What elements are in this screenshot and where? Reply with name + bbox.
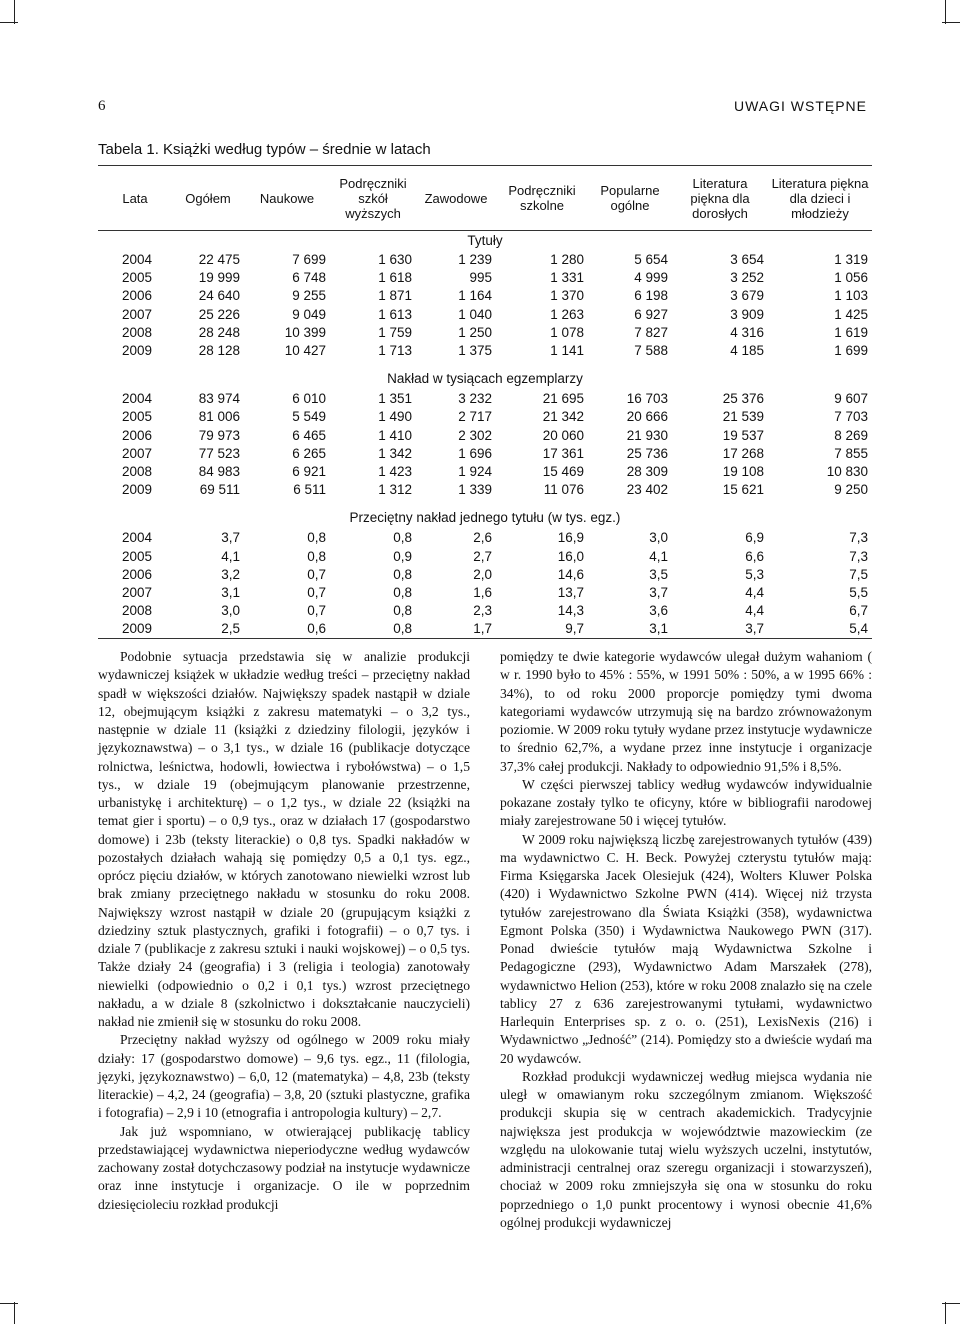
- section-title-row: [98, 507, 872, 529]
- col-header: Ogółem: [172, 166, 244, 231]
- col-header: Literatura piękna dla dorosłych: [672, 166, 768, 231]
- value-cell: 21 930: [626, 427, 668, 443]
- value-cell: 7 703: [834, 409, 868, 425]
- value-cell: 1 250: [458, 324, 492, 340]
- value-cell: 4,1: [221, 548, 240, 564]
- value-cell: 84 983: [198, 463, 240, 479]
- value-cell: 10 399: [284, 324, 326, 340]
- paragraph: Rozkład produkcji wydawniczej według miejsca wydania nie uległ w omawianym roku szczególnym zmianom. Większość produkcji skupia się w centrach akademickich. Tradycyjnie największa jest produkcja w województwie mazowieckim (ze względu na ulokowanie tutaj wielu wyższych uczelni, instytutów, administracji centralnej oraz szeregu organizacji i stowarzyszeń), chociaż w 2009 roku zmniejszyła się ona w stosunku do roku poprzedniego o 1,0 punkt procentowy i wynosi obecnie 41,6% ogólnej produkcji wydawniczej: [500, 1068, 872, 1230]
- value-cell: 7 855: [834, 445, 868, 461]
- value-cell: 3,7: [221, 530, 240, 546]
- value-cell: 6 511: [293, 482, 326, 498]
- page-number: 6: [98, 98, 106, 114]
- value-cell: 28 309: [626, 463, 668, 479]
- paragraph: Podobnie sytuacja przedstawia się w analizie produkcji wydawniczej książek w układzie według treści – przeciętny nakład spadł w większości działów. Największy spadek nastąpił w dziale 12, obejmującym książki z zakresu matematyki – o 3,2 tys., następnie w dziale 11 (książki z dziedziny filologii, języków i językoznawstwa) – o 3,1 tys., w dziale 16 (publikacje dotyczące rolnictwa, leśnictwa, hodowli, łowiectwa i rybołówstwa) – o 1,5 tys., w dziale 19 (obejmującym planowanie przestrzenne, urbanistykę i architekturę) – o 1,2 tys., w dziale 22 (książki na temat gier i sportu) – o 0,9 tys., oraz w działach 17 (gospodarstwo domowe) i 23b (teksty literackie) o 0,8 tys. Spadki nakładów w pozostałych działach wahają się pomiędzy 0,5 a 0,1 tys. egz., oprócz pięciu działów, w których zanotowano niewielki wzrost lub brak zmiany przeciętnego nakładu w stosunku do roku 2008. Największy wzrost nastąpił w dziale 20 (grupującym książki z dziedziny sztuk plastycznych, grafiki i fotografii) – o 0,7 tys. i dziale 7 (publikacje z zakresu sztuki i nauki wojskowej) – o 0,5 tys. Także działy 24 (geografia) i 3 (religia i teologia) zanotowały niewielki (odpowiednio o 0,2 i 0,1 tys.) wzrost przeciętnego nakładu, a w dziale 8 (szkolnictwo i dokształcanie nauczycieli) nakład nie zmienił się w stosunku do roku 2008.: [98, 649, 470, 1029]
- value-cell: 1 871: [378, 288, 412, 304]
- value-cell: 0,7: [307, 603, 326, 619]
- value-cell: 6,7: [849, 603, 868, 619]
- value-cell: 79 973: [198, 427, 240, 443]
- crop-mark: [0, 22, 18, 23]
- value-cell: 9,7: [496, 620, 588, 639]
- value-cell: 0,7: [307, 566, 326, 582]
- value-cell: 1 375: [458, 343, 492, 359]
- value-cell: 1,6: [473, 584, 492, 600]
- value-cell: 1 696: [458, 445, 492, 461]
- value-cell: 16,0: [557, 548, 584, 564]
- page-header: [98, 98, 867, 122]
- year-cell: 2004: [122, 530, 153, 546]
- table-row: [98, 390, 872, 408]
- value-cell: 3 252: [730, 270, 764, 286]
- value-cell: 1 040: [458, 306, 492, 322]
- crop-mark: [945, 0, 946, 24]
- value-cell: 1 319: [834, 252, 868, 268]
- value-cell: 6 748: [292, 270, 326, 286]
- year-cell: 2009: [122, 482, 153, 498]
- value-cell: 3,1: [588, 620, 672, 639]
- value-cell: 1 490: [378, 409, 412, 425]
- value-cell: 14,6: [557, 566, 584, 582]
- table-row: [98, 566, 872, 584]
- spacer-row: [98, 360, 872, 368]
- table-row: [98, 324, 872, 342]
- table-row: [98, 602, 872, 620]
- value-cell: 1 619: [834, 324, 868, 340]
- table-row: [98, 251, 872, 269]
- value-cell: 4,4: [745, 603, 764, 619]
- value-cell: 13,7: [557, 584, 584, 600]
- crop-mark: [942, 22, 960, 23]
- paragraph: W 2009 roku największą liczbę zarejestrowanych tytułów (439) ma wydawnictwo C. H. Beck. Powyżej czterystu tytułów mają: Firma Księgarska Jacek Olesiejuk (424), Wolters Kluwer Polska (420) i Wydawnictwo Szkolne PWN (414). Więcej niż trzysta tytułów zarejestrowano dla Świata Książki (358), wydawnictwa Egmont Polska (350) i Wydawnictwa Naukowego PWN (317). Ponad dwieście tytułów mają Wydawnictwa Szkolne i Pedagogiczne (293), Wydawnictwo Adam Marszałek (278), wydawnictwo Helion (253), które w roku 2008 znalazło się na czele tablicy 27 z 636 zarejestrowanymi tytułami, wydawnictwo Harlequin Enterprises sp. z o. o. (251), LexisNexis (216) i Wydawnictwo „Jedność” (214). Pomiędzy sto a dwieście wydań ma 20 wydawców.: [500, 831, 872, 1066]
- value-cell: 3 679: [730, 288, 764, 304]
- value-cell: 1 713: [378, 343, 412, 359]
- value-cell: 2,6: [473, 530, 492, 546]
- year-cell: 2006: [122, 288, 153, 304]
- value-cell: 2 717: [458, 409, 492, 425]
- value-cell: 0,8: [393, 584, 412, 600]
- col-header: Podręczniki szkół wyższych: [330, 166, 416, 231]
- year-cell: 2004: [122, 252, 153, 268]
- table-row: [98, 287, 872, 305]
- year-cell: 2006: [122, 427, 153, 443]
- value-cell: 0,8: [393, 566, 412, 582]
- value-cell: 1 056: [834, 270, 868, 286]
- value-cell: 4 999: [634, 270, 668, 286]
- value-cell: 3,0: [221, 603, 240, 619]
- value-cell: 0,8: [393, 603, 412, 619]
- value-cell: 21 695: [542, 391, 584, 407]
- value-cell: 5 549: [292, 409, 326, 425]
- left-column: [98, 648, 470, 1232]
- value-cell: 995: [469, 270, 492, 286]
- value-cell: 3 909: [730, 306, 764, 322]
- value-cell: 28 248: [198, 324, 240, 340]
- value-cell: 5 654: [634, 252, 668, 268]
- value-cell: 5,5: [849, 584, 868, 600]
- value-cell: 21 539: [722, 409, 764, 425]
- value-cell: 1,7: [416, 620, 496, 639]
- value-cell: 1 351: [378, 391, 412, 407]
- value-cell: 4,1: [649, 548, 668, 564]
- table-row: [98, 306, 872, 324]
- value-cell: 7,3: [849, 530, 868, 546]
- table-row: [98, 408, 872, 426]
- value-cell: 1 263: [550, 306, 584, 322]
- col-header: Popularne ogólne: [588, 166, 672, 231]
- value-cell: 1 331: [550, 270, 584, 286]
- spacer-cell: [98, 360, 872, 368]
- value-cell: 3,2: [221, 566, 240, 582]
- table-row: [98, 529, 872, 547]
- year-cell: 2009: [98, 620, 172, 639]
- col-header: Zawodowe: [416, 166, 496, 231]
- value-cell: 5,3: [745, 566, 764, 582]
- table-row: [98, 481, 872, 499]
- value-cell: 4 316: [730, 324, 764, 340]
- value-cell: 2,0: [473, 566, 492, 582]
- value-cell: 0,8: [307, 548, 326, 564]
- value-cell: 3,7: [649, 584, 668, 600]
- value-cell: 5,4: [768, 620, 872, 639]
- table-row: [98, 584, 872, 602]
- value-cell: 2,3: [473, 603, 492, 619]
- crop-mark: [945, 1302, 946, 1324]
- value-cell: 1 370: [550, 288, 584, 304]
- data-table: [98, 165, 872, 639]
- section-title-row: [98, 368, 872, 390]
- spacer-cell: [98, 499, 872, 507]
- table-row: [98, 463, 872, 481]
- value-cell: 2 302: [458, 427, 492, 443]
- col-header: Naukowe: [244, 166, 330, 231]
- table-row: [98, 547, 872, 565]
- spacer-row: [98, 499, 872, 507]
- value-cell: 0,9: [393, 548, 412, 564]
- section-title: Tytuły: [467, 233, 503, 248]
- value-cell: 1 699: [834, 343, 868, 359]
- value-cell: 28 128: [198, 343, 240, 359]
- value-cell: 7 827: [634, 324, 668, 340]
- value-cell: 77 523: [198, 445, 240, 461]
- value-cell: 1 342: [378, 445, 412, 461]
- year-cell: 2008: [122, 324, 153, 340]
- value-cell: 3 654: [730, 252, 764, 268]
- section-title: Przeciętny nakład jednego tytułu (w tys. egz.): [349, 510, 621, 526]
- value-cell: 1 924: [458, 463, 492, 479]
- value-cell: 7,5: [849, 566, 868, 582]
- value-cell: 19 108: [722, 463, 764, 479]
- paragraph: Przeciętny nakład wyższy od ogólnego w 2009 roku miały działy: 17 (gospodarstwo domowe) – 9,6 tys. egz., 11 (filologia, języki, językoznawstwo) – 6,0, 12 (matematyka) – 4,8, 23b (teksty literackie) – 4,2, 24 (geografia) – 3,8, 20 (sztuki plastyczne, grafika i fotografia) – 2,9 i 10 (etnografia i antropologia kultury) – 2,7.: [98, 1032, 470, 1121]
- value-cell: 1 618: [378, 270, 412, 286]
- table-caption: Tabela 1. Książki według typów – średnie w latach: [98, 141, 431, 158]
- value-cell: 0,7: [307, 584, 326, 600]
- value-cell: 69 511: [199, 482, 240, 498]
- value-cell: 25 376: [722, 391, 764, 407]
- value-cell: 83 974: [198, 391, 240, 407]
- value-cell: 1 759: [378, 324, 412, 340]
- right-column: [500, 648, 872, 1232]
- value-cell: 1 078: [550, 324, 584, 340]
- value-cell: 3,6: [649, 603, 668, 619]
- value-cell: 0,6: [244, 620, 330, 639]
- body-text: [98, 648, 872, 1232]
- value-cell: 21 342: [542, 409, 584, 425]
- crop-mark: [14, 0, 15, 24]
- value-cell: 6,6: [745, 548, 764, 564]
- section-title: Nakład w tysiącach egzemplarzy: [387, 371, 583, 387]
- value-cell: 22 475: [198, 252, 240, 268]
- value-cell: 6 265: [292, 445, 326, 461]
- year-cell: 2005: [122, 409, 153, 425]
- value-cell: 9 255: [292, 288, 326, 304]
- value-cell: 1 164: [458, 288, 492, 304]
- table-header-row: [98, 166, 872, 231]
- value-cell: 1 141: [550, 343, 584, 359]
- crop-mark: [942, 1303, 960, 1304]
- value-cell: 20 666: [626, 409, 668, 425]
- value-cell: 0,8: [307, 530, 326, 546]
- value-cell: 19 537: [722, 427, 764, 443]
- table-row: [98, 342, 872, 360]
- col-header: Literatura piękna dla dzieci i młodzieży: [768, 166, 872, 231]
- value-cell: 23 402: [626, 482, 668, 498]
- value-cell: 81 006: [198, 409, 240, 425]
- value-cell: 1 423: [378, 463, 412, 479]
- year-cell: 2005: [122, 548, 153, 564]
- table-row: [98, 269, 872, 287]
- table-row: [98, 445, 872, 463]
- year-cell: 2007: [122, 445, 153, 461]
- value-cell: 7 699: [292, 252, 326, 268]
- value-cell: 16 703: [626, 391, 668, 407]
- value-cell: 25 226: [198, 306, 240, 322]
- paragraph: pomiędzy te dwie kategorie wydawców ulegał dużym wahaniom ( w r. 1990 było to 45% : 55%, w 1991 50% : 50%, a w 1995 66% : 34%), to od roku 2000 proporcje pomiędzy tymi dwoma kategoriami wydawców utrzymują się na bardzo zrównoważonym poziomie. W 2009 roku tytuły wydane przez instytucje wydawnicze to średnio 62,7%, a wydane przez inne instytucje i organizacje 37,3% całej produkcji. Nakłady to odpowiednio 91,5% i 8,5%.: [500, 649, 872, 774]
- value-cell: 1 312: [378, 482, 412, 498]
- value-cell: 20 060: [542, 427, 584, 443]
- year-cell: 2008: [122, 463, 153, 479]
- value-cell: 1 339: [458, 482, 492, 498]
- year-cell: 2007: [122, 306, 153, 322]
- value-cell: 8 269: [834, 427, 868, 443]
- value-cell: 14,3: [557, 603, 584, 619]
- table-row: [98, 427, 872, 445]
- paragraph: W części pierwszej tablicy według wydawców indywidualnie pokazane zostały tylko te oficyny, które w bibliografii narodowej miały zarejestrowane 50 i więcej tytułów.: [500, 776, 872, 829]
- value-cell: 2,5: [172, 620, 244, 639]
- value-cell: 4 185: [730, 343, 764, 359]
- year-cell: 2009: [122, 343, 153, 359]
- value-cell: 7 588: [634, 343, 668, 359]
- year-cell: 2005: [122, 270, 153, 286]
- value-cell: 17 268: [722, 445, 764, 461]
- value-cell: 0,8: [330, 620, 416, 639]
- year-cell: 2006: [122, 566, 153, 582]
- value-cell: 15 621: [722, 482, 764, 498]
- value-cell: 6 927: [634, 306, 668, 322]
- paragraph: Jak już wspomniano, w otwierającej publikację tablicy przedstawiającej wydawnictwa nieperiodyczne według wydawców zachowany został dotychczasowy podział na instytucje wydawnicze oraz inne instytucje i organizacje. O ile w poprzednim dziesięcioleciu rozkład produkcji: [98, 1123, 470, 1212]
- running-title: UWAGI WSTĘPNE: [733, 98, 867, 114]
- crop-mark: [0, 1303, 18, 1304]
- value-cell: 25 736: [626, 445, 668, 461]
- value-cell: 1 410: [378, 427, 412, 443]
- value-cell: 3,5: [649, 566, 668, 582]
- section-title-row: [98, 231, 872, 252]
- value-cell: 0,8: [393, 530, 412, 546]
- value-cell: 1 613: [378, 306, 412, 322]
- value-cell: 15 469: [542, 463, 584, 479]
- col-header: Lata: [98, 166, 172, 231]
- value-cell: 9 607: [834, 391, 868, 407]
- value-cell: 17 361: [542, 445, 584, 461]
- table-row: [98, 620, 872, 639]
- value-cell: 6,9: [745, 530, 764, 546]
- year-cell: 2004: [122, 391, 153, 407]
- value-cell: 3 232: [458, 391, 492, 407]
- value-cell: 2,7: [473, 548, 492, 564]
- value-cell: 1 630: [378, 252, 412, 268]
- value-cell: 3,7: [672, 620, 768, 639]
- value-cell: 24 640: [198, 288, 240, 304]
- table-body: [98, 231, 872, 639]
- value-cell: 3,1: [221, 584, 240, 600]
- value-cell: 6 921: [292, 463, 326, 479]
- value-cell: 11 076: [543, 482, 584, 498]
- value-cell: 19 999: [198, 270, 240, 286]
- value-cell: 3,0: [649, 530, 668, 546]
- value-cell: 1 103: [834, 288, 868, 304]
- value-cell: 9 049: [292, 306, 326, 322]
- value-cell: 4,4: [745, 584, 764, 600]
- crop-mark: [14, 1302, 15, 1324]
- value-cell: 1 425: [834, 306, 868, 322]
- value-cell: 6 010: [292, 391, 326, 407]
- value-cell: 1 280: [550, 252, 584, 268]
- year-cell: 2007: [122, 584, 153, 600]
- value-cell: 10 830: [826, 463, 868, 479]
- value-cell: 6 198: [634, 288, 668, 304]
- value-cell: 10 427: [284, 343, 326, 359]
- value-cell: 9 250: [834, 482, 868, 498]
- value-cell: 16,9: [557, 530, 584, 546]
- year-cell: 2008: [122, 603, 153, 619]
- col-header: Podręczniki szkolne: [496, 166, 588, 231]
- value-cell: 7,3: [849, 548, 868, 564]
- value-cell: 1 239: [458, 252, 492, 268]
- value-cell: 6 465: [292, 427, 326, 443]
